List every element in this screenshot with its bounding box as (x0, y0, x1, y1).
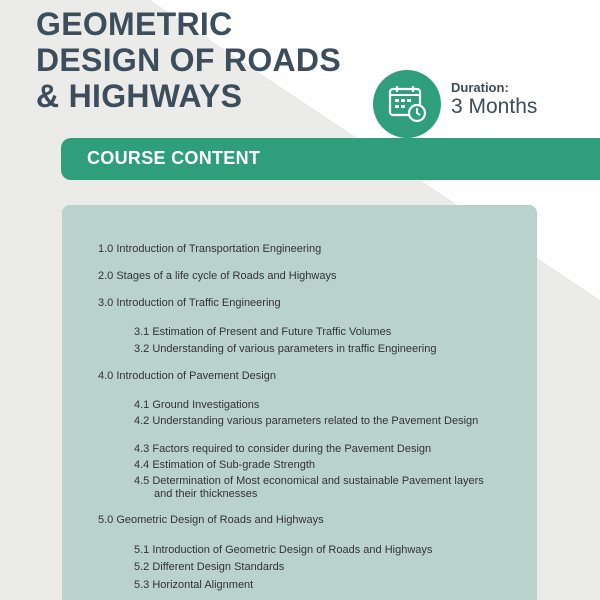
content-item: 4.0 Introduction of Pavement Design (98, 370, 276, 382)
content-subitem: 3.1 Estimation of Present and Future Traffic Volumes (134, 326, 392, 338)
content-subitem: 4.5 Determination of Most economical and sustainable Pavement layers and their thicknesses (134, 475, 484, 500)
content-subitem: 4.2 Understanding various parameters related to the Pavement Design (134, 415, 479, 427)
content-subitem: 3.2 Understanding of various parameters in traffic Engineering (134, 343, 437, 355)
content-subitem: 5.1 Introduction of Geometric Design of Roads and Highways (134, 544, 433, 556)
duration-label: Duration: (451, 80, 509, 95)
course-title-line: GEOMETRIC (36, 6, 233, 42)
course-title (36, 6, 341, 114)
course-content-panel (62, 205, 537, 600)
course-content-heading: COURSE CONTENT (87, 148, 261, 168)
content-item: 3.0 Introduction of Traffic Engineering (98, 297, 281, 309)
content-subitem: 4.3 Factors required to consider during the Pavement Design (134, 443, 432, 455)
course-title-line: DESIGN OF ROADS (36, 42, 341, 78)
calendar-clock-icon (373, 70, 441, 138)
content-subitem: 5.3 Horizontal Alignment (134, 579, 254, 591)
content-item: 5.0 Geometric Design of Roads and Highways (98, 514, 324, 526)
course-title-line: & HIGHWAYS (36, 78, 243, 114)
content-item: 1.0 Introduction of Transportation Engineering (98, 243, 322, 255)
course-content-banner (61, 138, 600, 180)
content-subitem: 4.1 Ground Investigations (134, 399, 260, 411)
content-item: 2.0 Stages of a life cycle of Roads and Highways (98, 270, 337, 282)
content-subitem: 5.2 Different Design Standards (134, 561, 285, 573)
content-subitem: 4.4 Estimation of Sub-grade Strength (134, 459, 315, 471)
duration-value: 3 Months (451, 95, 538, 118)
